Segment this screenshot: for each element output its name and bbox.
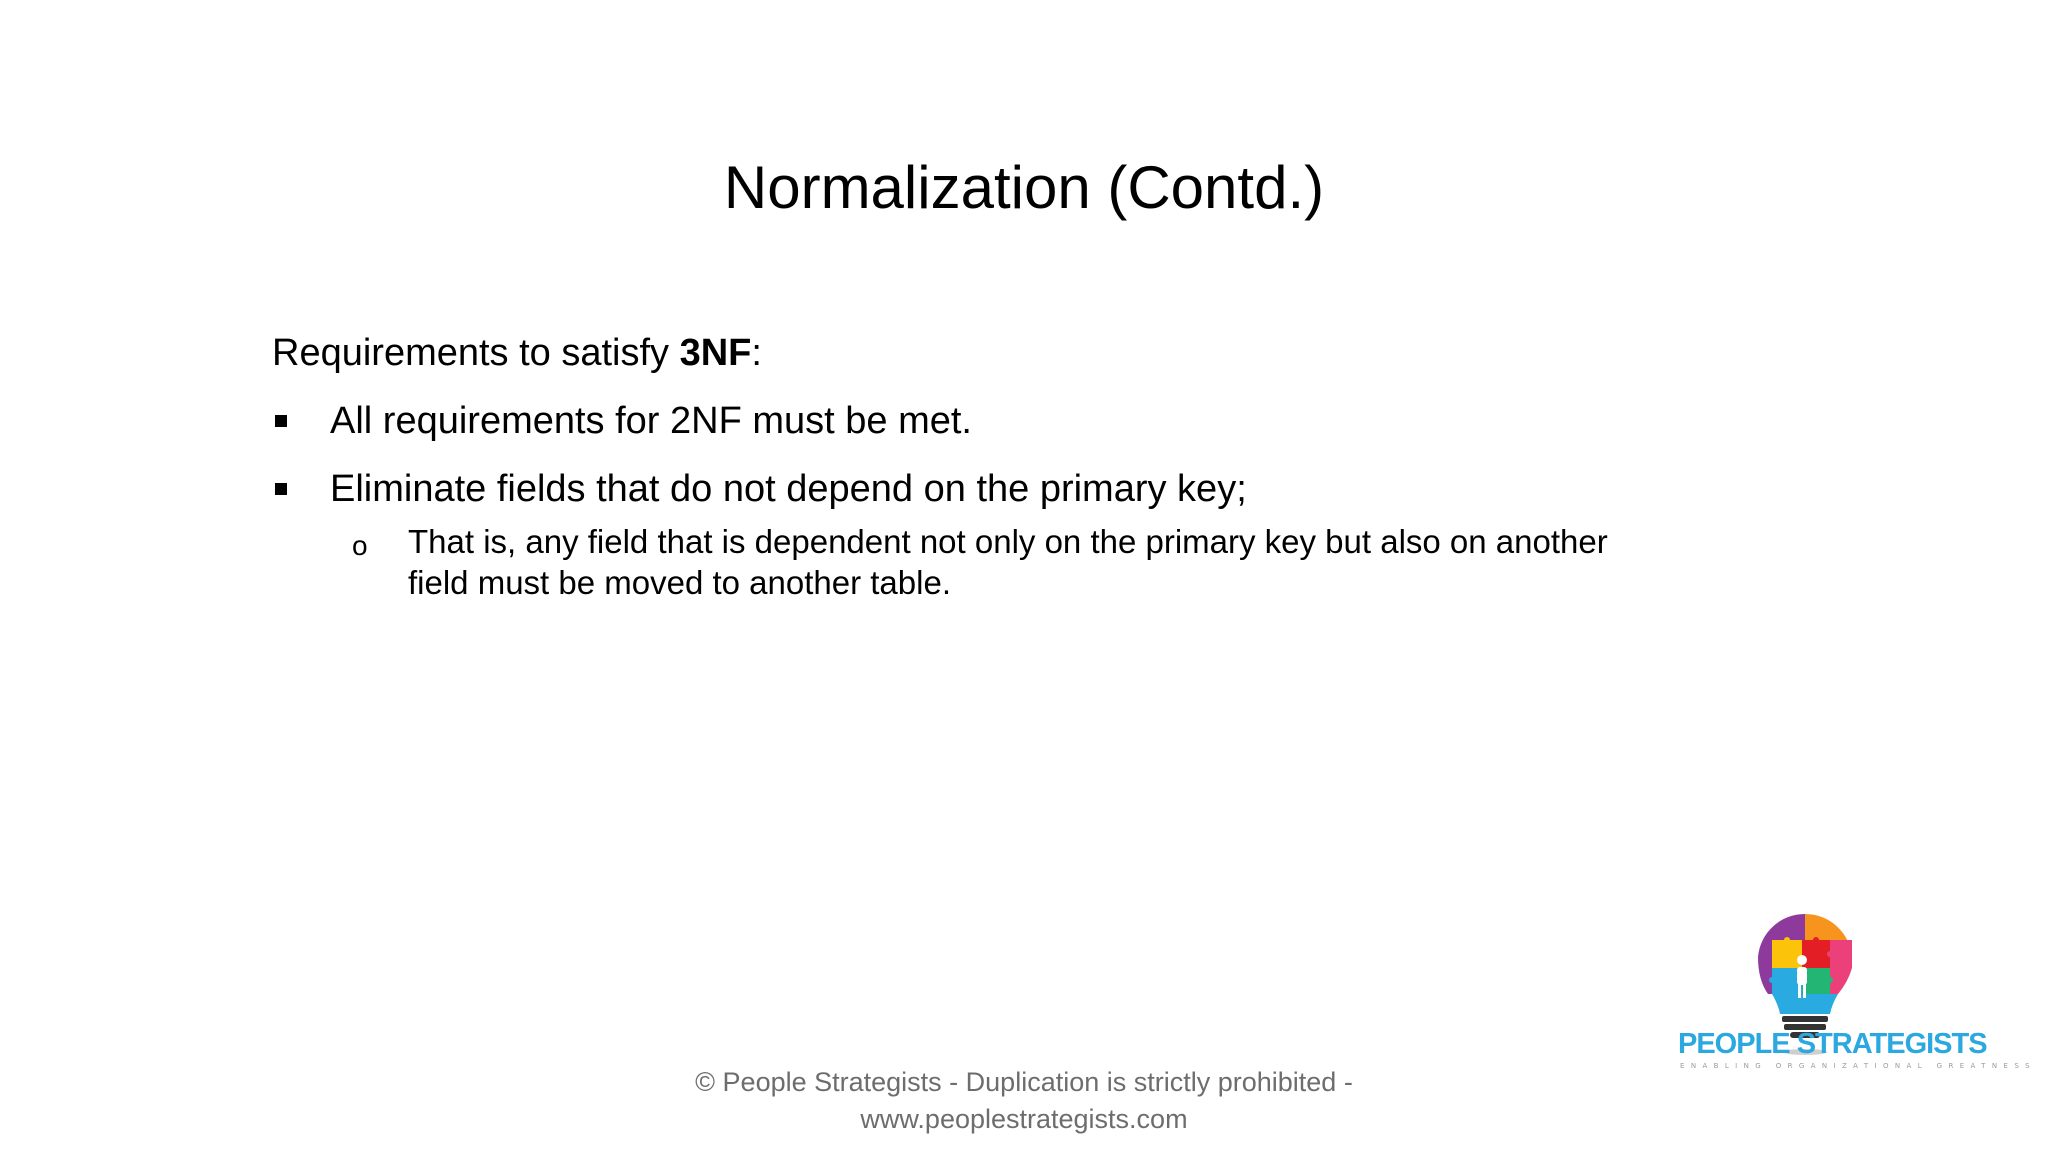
square-bullet-icon [275,415,287,427]
circle-bullet-icon: o [352,530,368,561]
slide-body [272,325,1752,603]
sub-bullet-item [272,521,1608,603]
intro-label: Requirements to satisfy [272,332,680,374]
intro-text [272,325,1752,381]
logo-tagline: ENABLING ORGANIZATIONAL GREATNESS [1680,1062,2037,1070]
square-bullet-icon [275,483,287,495]
bullet-text: All requirements for 2NF must be met. [330,400,972,442]
intro-suffix: : [751,332,762,374]
bullet-item [272,461,1752,517]
sub-bullet-text: That is, any field that is dependent not only on the primary key but also on another field must be moved to another table. [408,523,1608,601]
bullet-item [272,393,1752,449]
logo-word-people: PEOPLE [1678,1028,1790,1060]
slide-title: Normalization (Contd.) [723,154,1325,221]
footer-copyright: © People Strategists - Duplication is strictly prohibited - [695,1067,1353,1097]
logo-wordmark [1678,1028,1998,1061]
bullet-text: Eliminate fields that do not depend on the primary key; [330,468,1247,510]
company-logo [1678,912,2037,1092]
logo-word-strategists: STRATEGISTS [1796,1028,1987,1060]
intro-keyword: 3NF [679,332,752,374]
footer-url: www.peoplestrategists.com [860,1104,1188,1134]
